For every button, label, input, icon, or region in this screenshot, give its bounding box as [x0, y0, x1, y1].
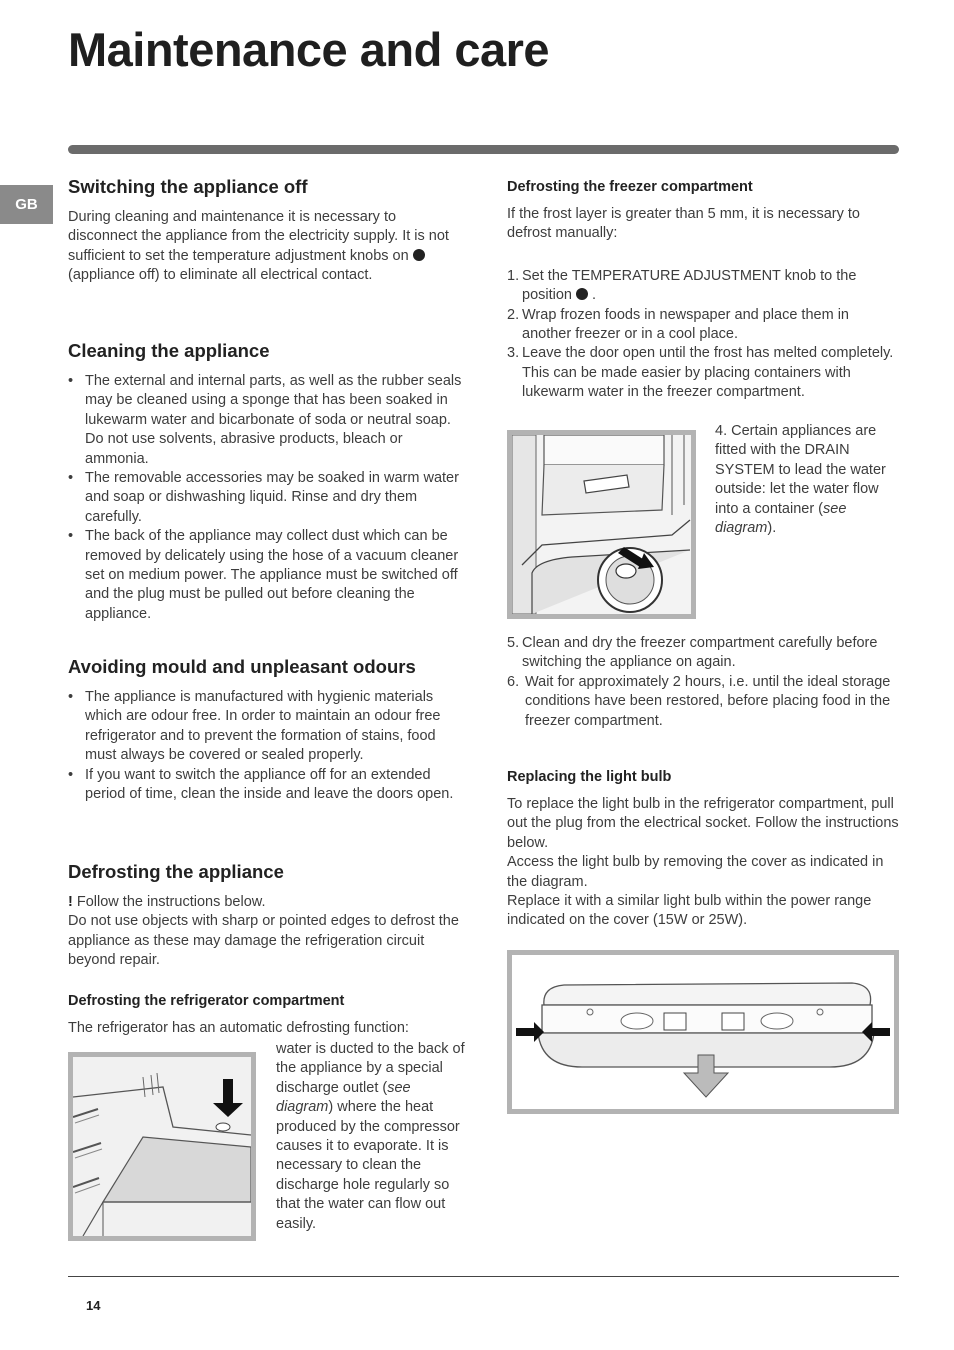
- freezer-steps-continued: [507, 634, 902, 731]
- freezer-steps-after: [507, 634, 902, 731]
- fridge-defrost-paragraph: [276, 1040, 466, 1234]
- section-heading: Cleaning the appliance: [68, 340, 270, 361]
- light-cover-illustration: [512, 955, 894, 1109]
- freezer-drain-diagram: [507, 430, 696, 619]
- text-span: (appliance off) to eliminate all electrical contact.: [68, 267, 373, 284]
- warning-mark: !: [68, 894, 73, 910]
- list-item: • If you want to switch the appliance off for an extended period of time, clean the inside and leave the doors open.: [68, 766, 463, 805]
- mould-list: [68, 688, 463, 804]
- fridge-defrost-wrap-text: [276, 1040, 466, 1234]
- subsection-heading: Defrosting the refrigerator compartment: [68, 993, 345, 1009]
- step-text: Set the TEMPERATURE ADJUSTMENT knob to the position: [522, 267, 857, 304]
- see-diagram-ref: see diagram: [276, 1079, 411, 1116]
- step-number: 1.: [507, 267, 520, 284]
- step-number: 5.: [507, 635, 520, 651]
- section-heading: Avoiding mould and unpleasant odours: [68, 656, 416, 677]
- section-defrosting: [68, 861, 463, 971]
- section-mould: [68, 656, 463, 804]
- see-diagram-ref: see diagram: [715, 500, 847, 537]
- section-heading: Defrosting the appliance: [68, 861, 284, 882]
- subsection-heading: Defrosting the freezer compartment: [507, 179, 753, 195]
- fridge-drain-illustration: [73, 1057, 251, 1236]
- step-text: Leave the door open until the frost has melted completely. This can be made easier by placing containers with lukewarm water in the freezer compartment.: [522, 345, 894, 401]
- light-bulb-paragraph: To replace the light bulb in the refrigerator compartment, pull out the plug from the electrical socket. Follow the instructions below.: [507, 796, 899, 851]
- step-number: 6.: [507, 673, 520, 690]
- step-suffix: .: [592, 287, 597, 304]
- defrost-paragraph: Do not use objects with sharp or pointed edges to defrost the appliance as these may damage the refrigeration circuit beyond repair.: [68, 913, 459, 969]
- step-text: Wrap frozen foods in newspaper and place them in another freezer or in a cool place.: [522, 306, 849, 343]
- list-item: [507, 673, 902, 731]
- text-span: 4. Certain appliances are fitted with the DRAIN SYSTEM to lead the water outside: let the water flow into a container (: [715, 423, 886, 517]
- section-fridge-defrost: [68, 993, 463, 1038]
- header-divider: [68, 145, 899, 154]
- off-dot-icon: [413, 249, 425, 261]
- page-title: Maintenance and care: [68, 23, 550, 76]
- section-heading: Switching the appliance off: [68, 176, 308, 197]
- freezer-steps: [507, 267, 902, 403]
- text-span: ) where the heat produced by the compressor causes it to evaporate. It is necessary to clean the discharge hole regularly so that the water can flow out easily.: [276, 1099, 460, 1232]
- list-item: • The back of the appliance may collect dust which can be removed by delicately using the hose of a vacuum cleaner set on medium power. The appliance must be switched off and the plug must be pulled out before cleaning the appliance.: [68, 527, 463, 624]
- step-number: 3.: [507, 345, 520, 362]
- step-text: Wait for approximately 2 hours, i.e. until the ideal storage conditions have been restored, before placing food in the freezer compartment.: [525, 673, 891, 729]
- section-light-bulb: [507, 769, 902, 931]
- light-bulb-diagram: [507, 950, 899, 1114]
- subsection-heading: Replacing the light bulb: [507, 769, 672, 785]
- list-item: • The external and internal parts, as well as the rubber seals may be cleaned using a sponge that has been soaked in lukewarm water and bicarbonate of soda or neutral soap. Do not use solvents, abrasive products, bleach or ammonia.: [68, 372, 463, 469]
- light-bulb-text: [507, 795, 902, 931]
- step-4-text: [715, 422, 897, 538]
- light-bulb-paragraph: Access the light bulb by removing the cover as indicated in the diagram.: [507, 854, 884, 890]
- list-item: [507, 267, 902, 306]
- text-span: Follow the instructions below.: [76, 894, 266, 910]
- list-item: [507, 344, 902, 402]
- off-dot-icon: [576, 288, 588, 300]
- section-switching: [68, 176, 463, 286]
- footer-divider: [68, 1276, 899, 1277]
- list-item: • The removable accessories may be soaked in warm water and soap or dishwashing liquid. Rinse and dry them carefully.: [68, 469, 463, 527]
- list-item: [507, 634, 902, 673]
- step-4-paragraph: [715, 422, 897, 538]
- cleaning-list: [68, 372, 463, 624]
- language-tab: GB: [0, 185, 53, 224]
- freezer-intro: If the frost layer is greater than 5 mm, it is necessary to defrost manually:: [507, 206, 860, 242]
- text-span: ).: [767, 520, 777, 537]
- section-freezer-defrost: [507, 179, 902, 403]
- step-number: 2.: [507, 306, 520, 323]
- freezer-drain-illustration: [512, 435, 691, 614]
- fridge-defrost-intro: The refrigerator has an automatic defrosting function:: [68, 1020, 409, 1036]
- light-bulb-paragraph: Replace it with a similar light bulb within the power range indicated on the cover (15W or 25W).: [507, 893, 872, 929]
- text-span: During cleaning and maintenance it is necessary to disconnect the appliance from the electricity supply. It is not sufficient to set the temperature adjustment knobs on: [68, 209, 449, 264]
- text-span: water is ducted to the back of the appliance by a special discharge outlet (: [276, 1041, 465, 1096]
- list-item: [507, 306, 902, 345]
- list-item: • The appliance is manufactured with hygienic materials which are odour free. In order to maintain an odour free refrigerator and to prevent the formation of stains, food must always be covered or sealed properly.: [68, 688, 463, 766]
- switching-paragraph: [68, 208, 463, 286]
- page-number: 14: [86, 1298, 101, 1313]
- section-cleaning: [68, 340, 463, 624]
- step-text: Clean and dry the freezer compartment carefully before switching the appliance on again.: [522, 635, 878, 671]
- fridge-drain-diagram: [68, 1052, 256, 1241]
- defrost-warning: [68, 893, 463, 912]
